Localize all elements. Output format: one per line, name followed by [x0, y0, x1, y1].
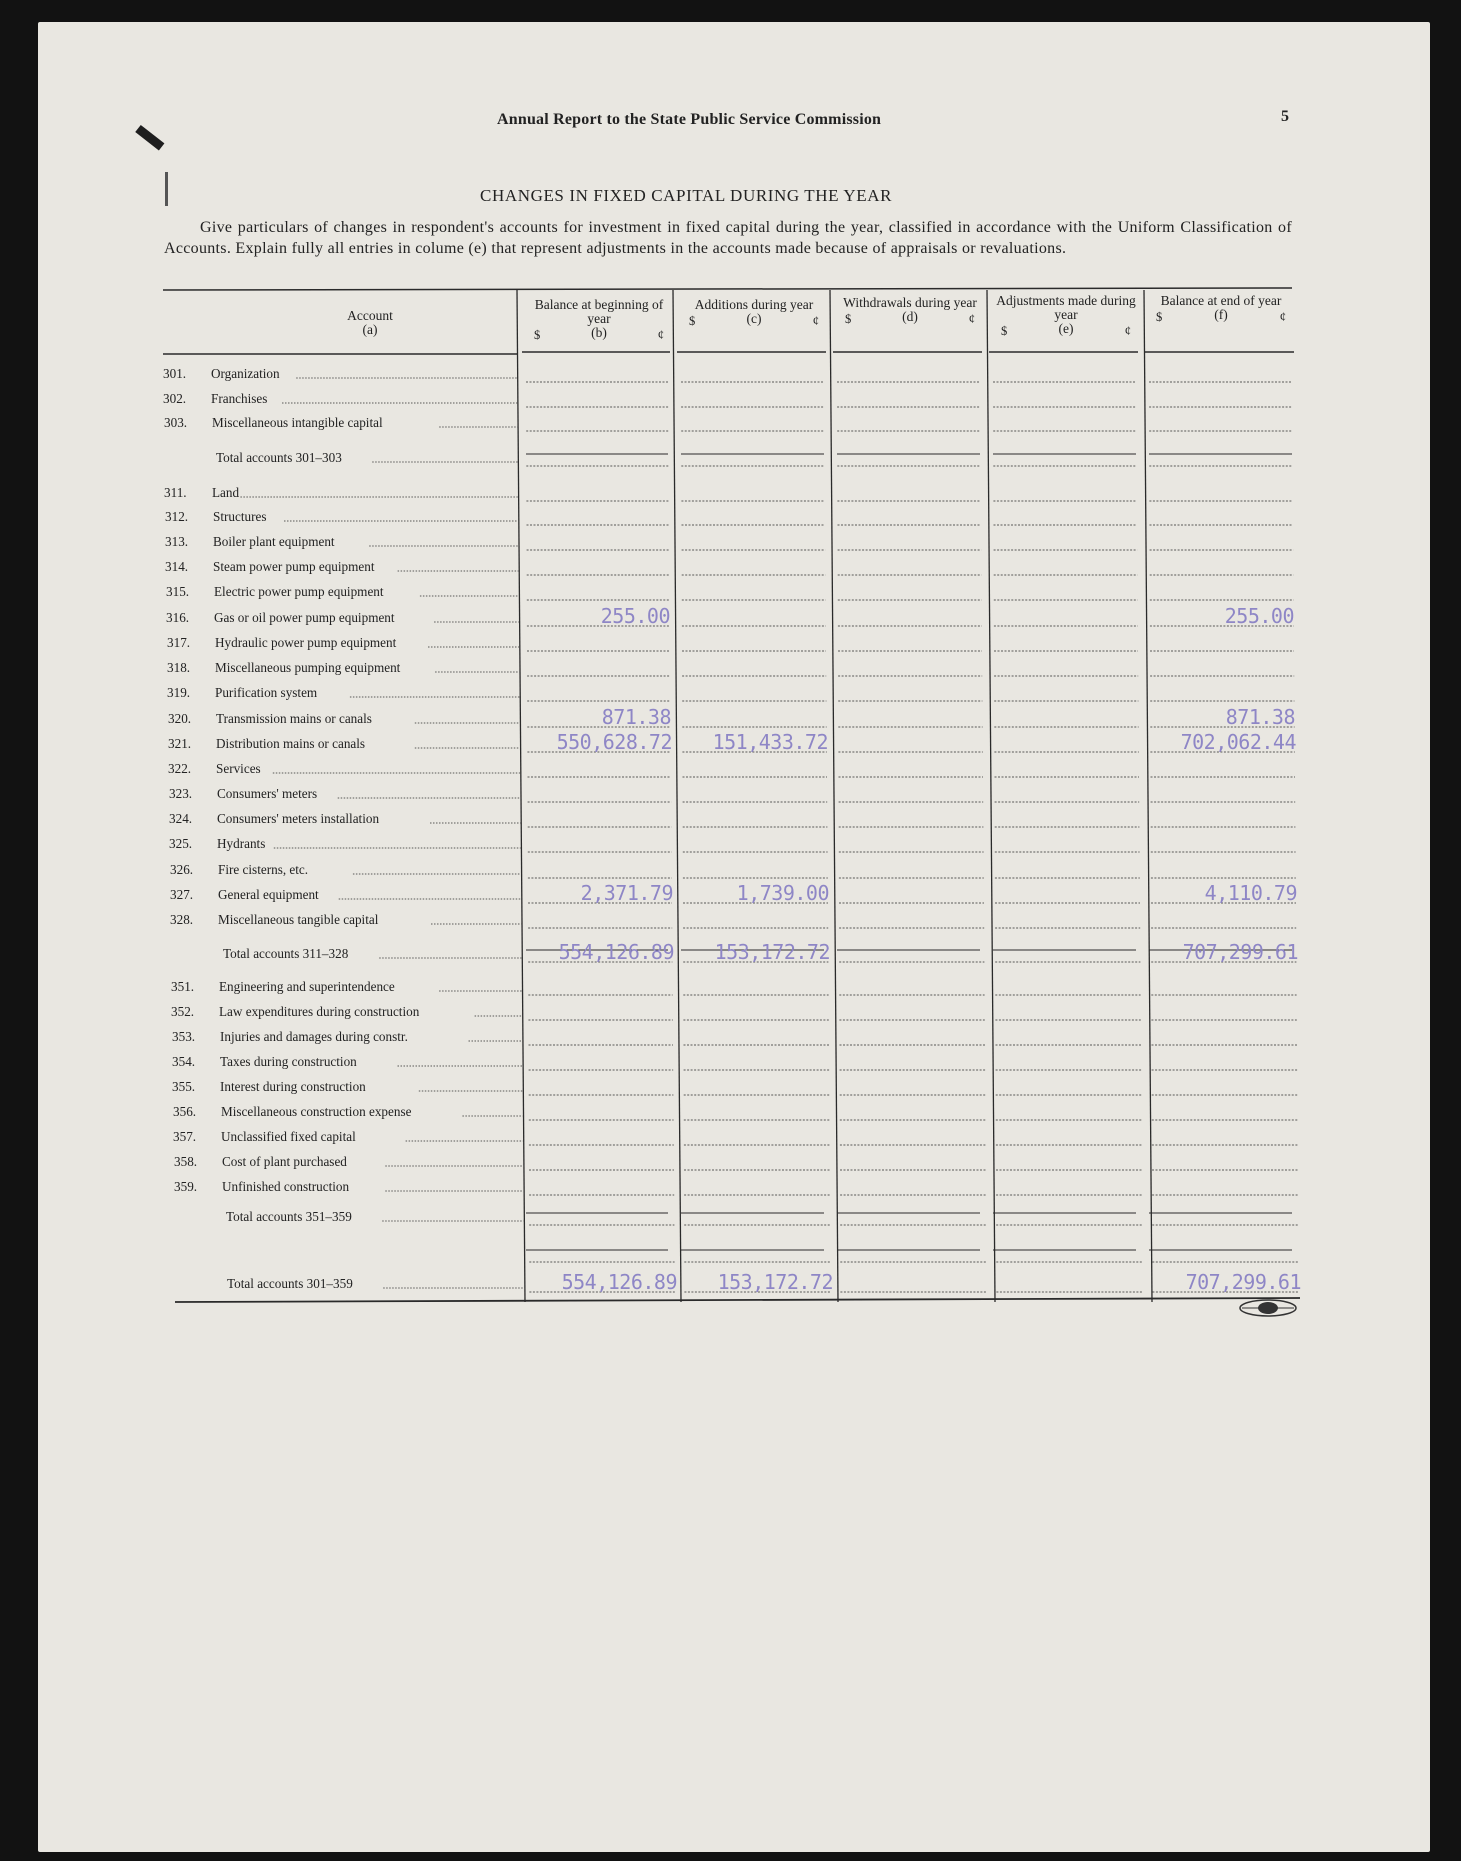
account-name: Law expenditures during construction: [219, 1004, 420, 1019]
column-header-label: Additions during year: [694, 297, 814, 312]
dollar-sign: $: [1001, 324, 1008, 338]
column-header-letter: (a): [362, 322, 378, 337]
account-number: 354.: [172, 1054, 196, 1069]
account-number: 325.: [169, 836, 193, 851]
total-row-label: [174, 1209, 352, 1225]
value-cell-b: 255.00: [600, 604, 670, 628]
account-number: 320.: [168, 711, 192, 726]
account-number: 327.: [170, 887, 194, 902]
account-number: 301.: [163, 366, 187, 381]
account-number: 358.: [174, 1154, 198, 1169]
section-title: CHANGES IN FIXED CAPITAL DURING THE YEAR: [480, 186, 893, 205]
account-row-label: [167, 685, 317, 701]
table-bottom-rule: [175, 1298, 1300, 1302]
dollar-sign: $: [689, 314, 696, 328]
account-number: 353.: [172, 1029, 196, 1044]
account-name: Distribution mains or canals: [216, 736, 366, 751]
account-name: Miscellaneous tangible capital: [218, 912, 379, 927]
account-number: 326.: [170, 862, 194, 877]
account-number: 303.: [164, 415, 188, 430]
dollar-sign: $: [845, 312, 852, 326]
account-name: Consumers' meters: [217, 786, 318, 801]
account-row-label: [165, 534, 335, 550]
value-cell-c: 153,172.72: [714, 940, 830, 964]
value-cell-b: 554,126.89: [558, 940, 674, 964]
value-cell-f: 702,062.44: [1180, 730, 1296, 754]
account-name: Services: [216, 761, 261, 776]
account-row-label: [168, 711, 372, 727]
column-header-e: [995, 294, 1137, 336]
account-name: Taxes during construction: [220, 1054, 357, 1069]
table-top-rule: [163, 288, 1292, 290]
column-header-label: Withdrawals during year: [843, 295, 977, 310]
column-header-account: [310, 309, 430, 337]
value-cell-c: 153,172.72: [717, 1270, 833, 1294]
account-name: Hydrants: [217, 836, 266, 851]
account-row-label: [165, 509, 266, 525]
cent-sign: ¢: [968, 312, 975, 326]
account-number: 321.: [168, 736, 192, 751]
cent-sign: ¢: [812, 314, 819, 328]
account-number: 323.: [169, 786, 193, 801]
account-number: 318.: [167, 660, 191, 675]
account-row-label: [173, 1104, 411, 1120]
value-cell-b: 871.38: [601, 705, 671, 729]
account-row-label: [166, 610, 395, 626]
account-name: Total accounts 301–359: [227, 1276, 353, 1291]
account-name: Interest during construction: [220, 1079, 366, 1094]
column-separator: [987, 290, 995, 1302]
page-number: 5: [1281, 108, 1289, 125]
account-row-label: [168, 736, 365, 752]
account-name: Gas or oil power pump equipment: [214, 610, 395, 625]
value-cell-f: 707,299.61: [1182, 940, 1298, 964]
account-name: Franchises: [211, 391, 268, 406]
account-row-label: [166, 584, 384, 600]
account-row-label: [172, 1029, 408, 1045]
value-cell-b: 554,126.89: [561, 1270, 677, 1294]
account-number: 314.: [165, 559, 189, 574]
account-row-label: [167, 660, 400, 676]
value-cell-f: 255.00: [1224, 604, 1294, 628]
account-name: Injuries and damages during constr.: [220, 1029, 408, 1044]
column-header-letter: (b): [591, 325, 607, 340]
account-number: 316.: [166, 610, 190, 625]
account-name: Miscellaneous pumping equipment: [215, 660, 401, 675]
report-header-title: Annual Report to the State Public Service Commission: [497, 111, 882, 128]
account-row-label: [171, 979, 395, 995]
column-separator: [1144, 290, 1152, 1302]
column-header-f: [1150, 294, 1292, 322]
account-row-label: [175, 1246, 223, 1262]
account-number: 351.: [171, 979, 195, 994]
account-name: Boiler plant equipment: [213, 534, 335, 549]
account-number: 359.: [174, 1179, 198, 1194]
total-row-label: [164, 450, 342, 466]
column-header-label: Adjustments made during year: [996, 293, 1136, 322]
account-number: 357.: [173, 1129, 197, 1144]
account-number: 313.: [165, 534, 189, 549]
column-header-b: [528, 298, 670, 340]
value-cell-c: 151,433.72: [712, 730, 828, 754]
account-row-label: [171, 1004, 419, 1020]
account-row-label: [170, 912, 378, 928]
account-row-label: [172, 1079, 366, 1095]
account-name: Fire cisterns, etc.: [218, 862, 309, 877]
account-row-label: [164, 485, 239, 501]
account-row-label: [168, 761, 261, 777]
column-header-d: [839, 296, 981, 324]
column-header-label: Account: [347, 308, 393, 323]
account-name: Unclassified fixed capital: [221, 1129, 356, 1144]
dollar-sign: $: [534, 328, 541, 342]
account-name: General equipment: [218, 887, 319, 902]
dollar-sign: $: [1156, 310, 1163, 324]
account-row-label: [164, 415, 383, 431]
account-row-label: [165, 559, 375, 575]
cent-sign: ¢: [1124, 324, 1131, 338]
total-row-label: [171, 946, 348, 962]
account-name: Land: [212, 485, 240, 500]
column-header-letter: (d): [902, 309, 918, 324]
account-name: Total accounts 351–359: [226, 1209, 352, 1224]
account-row-label: [172, 1054, 357, 1070]
account-name: Purification system: [215, 685, 318, 700]
total-row-label: [175, 1276, 353, 1292]
account-number: 355.: [172, 1079, 196, 1094]
account-number: 352.: [171, 1004, 195, 1019]
account-row-label: [173, 1129, 356, 1145]
account-name: Hydraulic power pump equipment: [215, 635, 397, 650]
account-row-label: [163, 366, 280, 382]
account-number: 317.: [167, 635, 191, 650]
column-separator: [517, 290, 525, 1302]
account-name: Consumers' meters installation: [217, 811, 380, 826]
account-name: Miscellaneous construction expense: [221, 1104, 412, 1119]
value-cell-f: 707,299.61: [1185, 1270, 1301, 1294]
column-header-letter: (c): [746, 311, 762, 326]
column-header-letter: (f): [1214, 307, 1228, 322]
column-separator: [830, 290, 838, 1302]
account-name: Total accounts 311–328: [223, 946, 349, 961]
account-number: 322.: [168, 761, 192, 776]
account-name: Cost of plant purchased: [222, 1154, 347, 1169]
column-header-label: Balance at end of year: [1160, 293, 1282, 308]
value-cell-c: 1,739.00: [736, 881, 829, 905]
cent-sign: ¢: [1279, 310, 1286, 324]
column-header-c: [683, 298, 825, 326]
column-header-label: Balance at beginning of year: [534, 297, 664, 326]
account-number: 356.: [173, 1104, 197, 1119]
column-header-letter: (e): [1058, 321, 1074, 336]
account-name: Electric power pump equipment: [214, 584, 384, 599]
account-row-label: [169, 811, 379, 827]
account-name: Miscellaneous intangible capital: [212, 415, 383, 430]
account-number: 315.: [166, 584, 190, 599]
account-name: Steam power pump equipment: [213, 559, 375, 574]
account-name: Total accounts 301–303: [216, 450, 342, 465]
account-row-label: [174, 1179, 349, 1195]
account-name: Unfinished construction: [222, 1179, 350, 1194]
account-name: Organization: [211, 366, 280, 381]
union-label-logo: [1238, 1298, 1298, 1318]
account-number: 312.: [165, 509, 189, 524]
account-name: Transmission mains or canals: [216, 711, 372, 726]
account-row-label: [174, 1154, 347, 1170]
account-name: Structures: [213, 509, 267, 524]
account-row-label: [169, 836, 265, 852]
account-row-label: [167, 635, 396, 651]
value-cell-b: 550,628.72: [556, 730, 672, 754]
account-row-label: [170, 862, 308, 878]
account-name: Engineering and superintendence: [219, 979, 395, 994]
account-row-label: [169, 786, 317, 802]
value-cell-f: 4,110.79: [1204, 881, 1297, 905]
value-cell-f: 871.38: [1225, 705, 1295, 729]
instructions-paragraph: Give particulars of changes in respondent's accounts for investment in fixed capital during the year, classified in accordance with the Uniform Classification of Accounts. Explain fully all entries in colume (e) that represent adjustments in the accounts made because of appraisals or revaluations.: [164, 219, 1292, 257]
column-separator: [673, 290, 681, 1302]
account-row-label: [163, 391, 267, 407]
account-number: 328.: [170, 912, 194, 927]
cent-sign: ¢: [657, 328, 664, 342]
value-cell-b: 2,371.79: [580, 881, 673, 905]
account-number: 324.: [169, 811, 193, 826]
account-number: 311.: [164, 485, 187, 500]
account-row-label: [170, 887, 319, 903]
account-number: 319.: [167, 685, 191, 700]
account-number: 302.: [163, 391, 187, 406]
